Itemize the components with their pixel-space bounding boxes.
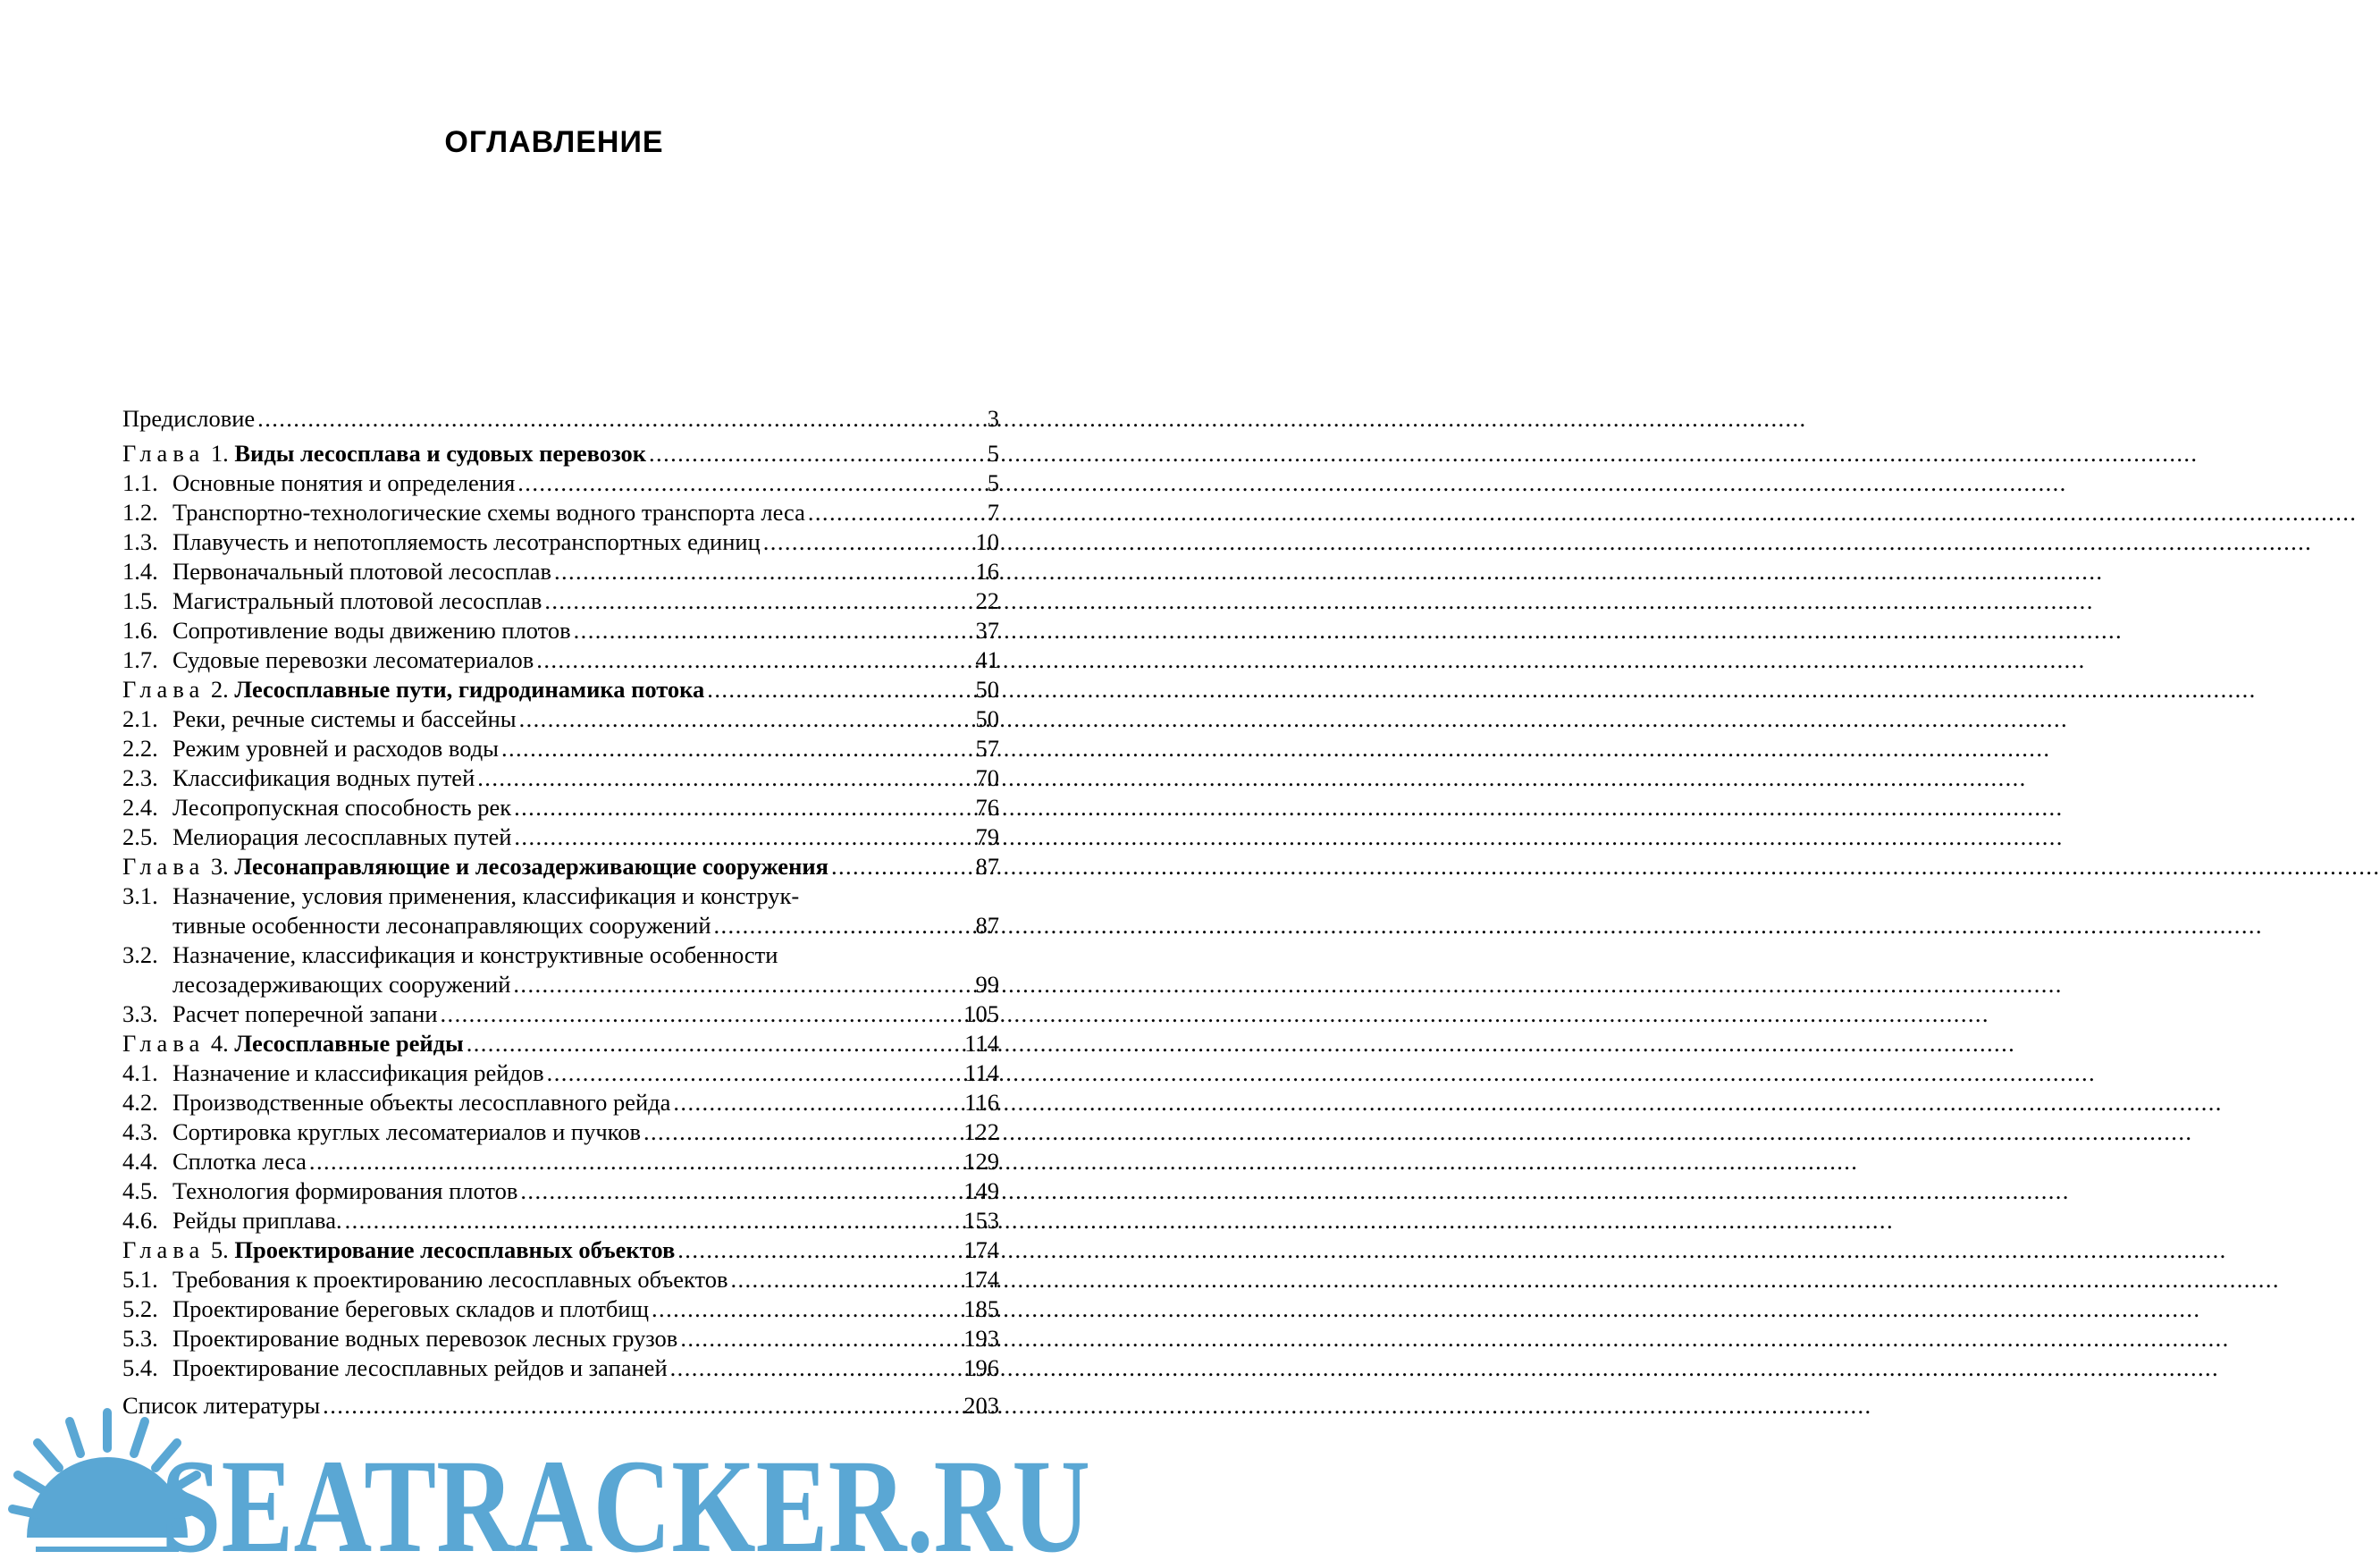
section-number: 4.5. bbox=[122, 1177, 158, 1204]
toc-entry-2-3 bbox=[122, 763, 999, 793]
toc-label: Режим уровней и расходов воды bbox=[172, 735, 499, 762]
toc-page: 196 bbox=[963, 1354, 999, 1381]
chapter-word: Глава bbox=[122, 1030, 206, 1057]
leader-dots bbox=[670, 1353, 962, 1383]
toc-label: Назначение, классификация и конструктивные особенности bbox=[172, 941, 778, 968]
toc-entry-3-1-line2 bbox=[122, 911, 999, 940]
section-number: 1.2. bbox=[122, 499, 158, 526]
toc-page: 70 bbox=[975, 764, 999, 791]
toc-label: Лесопропускная способность рек bbox=[172, 794, 512, 821]
toc-page: 79 bbox=[975, 823, 999, 850]
toc-label: Плавучесть и непотопляемость лесотранспортных единиц bbox=[172, 528, 761, 555]
toc-page: 16 bbox=[975, 558, 999, 585]
toc-page: 114 bbox=[964, 1059, 999, 1086]
table-of-contents bbox=[122, 404, 999, 1420]
leader-dots bbox=[554, 557, 971, 586]
toc-entry-4-2 bbox=[122, 1088, 999, 1117]
toc-page: 10 bbox=[975, 528, 999, 555]
leader-dots bbox=[652, 1294, 961, 1324]
leader-dots bbox=[519, 704, 971, 734]
leader-dots bbox=[714, 911, 972, 940]
leader-dots bbox=[514, 793, 971, 822]
toc-page: 174 bbox=[963, 1266, 999, 1293]
section-number: 1.4. bbox=[122, 558, 158, 585]
chapter-number: 2. bbox=[210, 676, 229, 703]
toc-label-continuation: тивные особенности лесонаправляющих сооружений bbox=[172, 912, 711, 939]
chapter-number: 5. bbox=[210, 1236, 229, 1263]
toc-page: 5 bbox=[987, 440, 999, 467]
toc-page: 7 bbox=[987, 499, 999, 526]
section-number: 3.2. bbox=[122, 941, 158, 968]
toc-page: 3 bbox=[987, 405, 999, 432]
toc-label: Назначение и классификация рейдов bbox=[172, 1059, 544, 1086]
section-number: 4.6. bbox=[122, 1207, 158, 1234]
leader-dots bbox=[643, 1117, 961, 1147]
toc-page: 129 bbox=[963, 1148, 999, 1175]
section-number: 5.1. bbox=[122, 1266, 158, 1293]
toc-page: 203 bbox=[963, 1392, 999, 1419]
toc-label: Первоначальный плотовой лесосплав bbox=[172, 558, 551, 585]
section-number: 3.1. bbox=[122, 882, 158, 909]
toc-entry-1-5 bbox=[122, 586, 999, 616]
toc-entry-4-3 bbox=[122, 1117, 999, 1147]
section-number: 4.2. bbox=[122, 1089, 158, 1116]
toc-chapter-1 bbox=[122, 439, 999, 468]
toc-entry-2-5 bbox=[122, 822, 999, 852]
toc-entry-1-6 bbox=[122, 616, 999, 645]
leader-dots bbox=[309, 1147, 961, 1176]
chapter-word: Глава bbox=[122, 1236, 206, 1263]
leader-dots bbox=[707, 675, 971, 704]
toc-page: 22 bbox=[975, 587, 999, 614]
leader-dots bbox=[517, 468, 971, 498]
toc-entry-3-2-line1 bbox=[122, 940, 999, 970]
toc-label: Проектирование водных перевозок лесных грузов bbox=[172, 1325, 678, 1352]
section-number: 1.6. bbox=[122, 617, 158, 644]
section-number: 4.1. bbox=[122, 1059, 158, 1086]
leader-dots bbox=[345, 1206, 962, 1235]
toc-label: Сплотка леса bbox=[172, 1148, 307, 1175]
toc-label: Технология формирования плотов bbox=[172, 1177, 518, 1204]
toc-page: 41 bbox=[975, 646, 999, 673]
section-number: 2.5. bbox=[122, 823, 158, 850]
chapter-number: 4. bbox=[210, 1030, 229, 1057]
chapter-word: Глава bbox=[122, 676, 206, 703]
toc-page: 50 bbox=[975, 676, 999, 703]
toc-label: Назначение, условия применения, классификация и конструк- bbox=[172, 882, 800, 909]
watermark-logo bbox=[27, 1404, 1090, 1568]
toc-page: 193 bbox=[963, 1325, 999, 1352]
toc-entry-5-2 bbox=[122, 1294, 999, 1324]
leader-dots bbox=[467, 1029, 963, 1058]
chapter-title: Лесосплавные рейды bbox=[234, 1030, 464, 1057]
leader-dots bbox=[680, 1324, 961, 1353]
toc-label: Мелиорация лесосплавных путей bbox=[172, 823, 512, 850]
leader-dots bbox=[441, 999, 962, 1029]
leader-dots bbox=[257, 404, 971, 434]
section-number: 3.3. bbox=[122, 1000, 158, 1027]
leader-dots bbox=[513, 970, 971, 999]
toc-page: 174 bbox=[963, 1236, 999, 1263]
chapter-word: Глава bbox=[122, 853, 206, 880]
section-number: 5.4. bbox=[122, 1354, 158, 1381]
section-number: 2.1. bbox=[122, 705, 158, 732]
toc-page: 105 bbox=[963, 1000, 999, 1027]
toc-label: Классификация водных путей bbox=[172, 764, 475, 791]
chapter-title: Проектирование лесосплавных объектов bbox=[234, 1236, 676, 1263]
toc-page: 149 bbox=[963, 1177, 999, 1204]
toc-entry-5-3 bbox=[122, 1324, 999, 1353]
toc-entry-3-2-line2 bbox=[122, 970, 999, 999]
watermark-text: SEATRACKER.RU bbox=[161, 1432, 1090, 1568]
toc-label: Проектирование лесосплавных рейдов и запаней bbox=[172, 1354, 668, 1381]
toc-page: 57 bbox=[975, 735, 999, 762]
leader-dots bbox=[808, 498, 971, 527]
toc-entry-4-6 bbox=[122, 1206, 999, 1235]
toc-entry-2-2 bbox=[122, 734, 999, 763]
toc-label: Судовые перевозки лесоматериалов bbox=[172, 646, 534, 673]
toc-entry-3-3 bbox=[122, 999, 999, 1029]
toc-entry-2-1 bbox=[122, 704, 999, 734]
toc-page: 87 bbox=[975, 853, 999, 880]
toc-label-continuation: лесозадерживающих сооружений bbox=[172, 971, 511, 998]
section-number: 2.3. bbox=[122, 764, 158, 791]
toc-label: Магистральный плотовой лесосплав bbox=[172, 587, 542, 614]
chapter-word: Глава bbox=[122, 440, 206, 467]
toc-label: Рейды приплава. bbox=[172, 1207, 342, 1234]
section-number: 2.2. bbox=[122, 735, 158, 762]
toc-page: 153 bbox=[963, 1207, 999, 1234]
toc-page: 87 bbox=[975, 912, 999, 939]
section-number: 1.5. bbox=[122, 587, 158, 614]
toc-page: 37 bbox=[975, 617, 999, 644]
chapter-title: Виды лесосплава и судовых перевозок bbox=[234, 440, 647, 467]
toc-chapter-4 bbox=[122, 1029, 999, 1058]
toc-label: Производственные объекты лесосплавного рейда bbox=[172, 1089, 671, 1116]
section-number: 5.3. bbox=[122, 1325, 158, 1352]
toc-page: 50 bbox=[975, 705, 999, 732]
toc-page: 116 bbox=[964, 1089, 999, 1116]
chapter-number: 1. bbox=[210, 440, 229, 467]
section-number: 4.4. bbox=[122, 1148, 158, 1175]
toc-label: Основные понятия и определения bbox=[172, 469, 516, 496]
leader-dots bbox=[544, 586, 971, 616]
section-number: 1.3. bbox=[122, 528, 158, 555]
toc-label: Сопротивление воды движению плотов bbox=[172, 617, 571, 644]
leader-dots bbox=[831, 852, 971, 881]
toc-page: 5 bbox=[987, 469, 999, 496]
toc-chapter-3 bbox=[122, 852, 999, 881]
leader-dots bbox=[477, 763, 971, 793]
leader-dots bbox=[763, 527, 971, 557]
leader-dots bbox=[501, 734, 971, 763]
toc-entry-5-1 bbox=[122, 1265, 999, 1294]
toc-entry-5-4 bbox=[122, 1353, 999, 1383]
toc-entry-1-1 bbox=[122, 468, 999, 498]
toc-label: Требования к проектированию лесосплавных объектов bbox=[172, 1266, 728, 1293]
section-number: 1.1. bbox=[122, 469, 158, 496]
leader-dots bbox=[673, 1088, 962, 1117]
toc-chapter-2 bbox=[122, 675, 999, 704]
leader-dots bbox=[677, 1235, 961, 1265]
toc-label: Расчет поперечной запани bbox=[172, 1000, 438, 1027]
toc-page: 185 bbox=[963, 1295, 999, 1322]
toc-label: Проектирование береговых складов и плотбищ bbox=[172, 1295, 650, 1322]
leader-dots bbox=[547, 1058, 963, 1088]
toc-entry-1-4 bbox=[122, 557, 999, 586]
chapter-number: 3. bbox=[210, 853, 229, 880]
toc-entry-1-3 bbox=[122, 527, 999, 557]
toc-chapter-5 bbox=[122, 1235, 999, 1265]
leader-dots bbox=[520, 1176, 961, 1206]
leader-dots bbox=[574, 616, 971, 645]
section-number: 5.2. bbox=[122, 1295, 158, 1322]
chapter-title: Лесосплавные пути, гидродинамика потока bbox=[234, 676, 705, 703]
toc-entry-3-1-line1 bbox=[122, 881, 999, 911]
page-title: ОГЛАВЛЕНИЕ bbox=[444, 125, 664, 159]
chapter-title: Лесонаправляющие и лесозадерживающие сооружения bbox=[234, 853, 828, 880]
toc-page: 114 bbox=[964, 1030, 999, 1057]
toc-label: Список литературы bbox=[122, 1392, 321, 1419]
toc-label: Сортировка круглых лесоматериалов и пучков bbox=[172, 1118, 641, 1145]
toc-entry-1-7 bbox=[122, 645, 999, 675]
toc-entry-4-5 bbox=[122, 1176, 999, 1206]
leader-dots bbox=[536, 645, 971, 675]
toc-page: 76 bbox=[975, 794, 999, 821]
toc-label: Реки, речные системы и бассейны bbox=[172, 705, 517, 732]
section-number: 1.7. bbox=[122, 646, 158, 673]
toc-label: Транспортно-технологические схемы водного транспорта леса bbox=[172, 499, 805, 526]
toc-entry-2-4 bbox=[122, 793, 999, 822]
toc-entry-1-2 bbox=[122, 498, 999, 527]
toc-entry-preface bbox=[122, 404, 999, 434]
toc-entry-4-1 bbox=[122, 1058, 999, 1088]
section-number: 4.3. bbox=[122, 1118, 158, 1145]
leader-dots bbox=[514, 822, 971, 852]
toc-label: Предисловие bbox=[122, 405, 256, 432]
toc-page: 122 bbox=[963, 1118, 999, 1145]
toc-entry-4-4 bbox=[122, 1147, 999, 1176]
toc-page: 99 bbox=[975, 971, 999, 998]
leader-dots bbox=[649, 439, 971, 468]
leader-dots bbox=[730, 1265, 961, 1294]
section-number: 2.4. bbox=[122, 794, 158, 821]
